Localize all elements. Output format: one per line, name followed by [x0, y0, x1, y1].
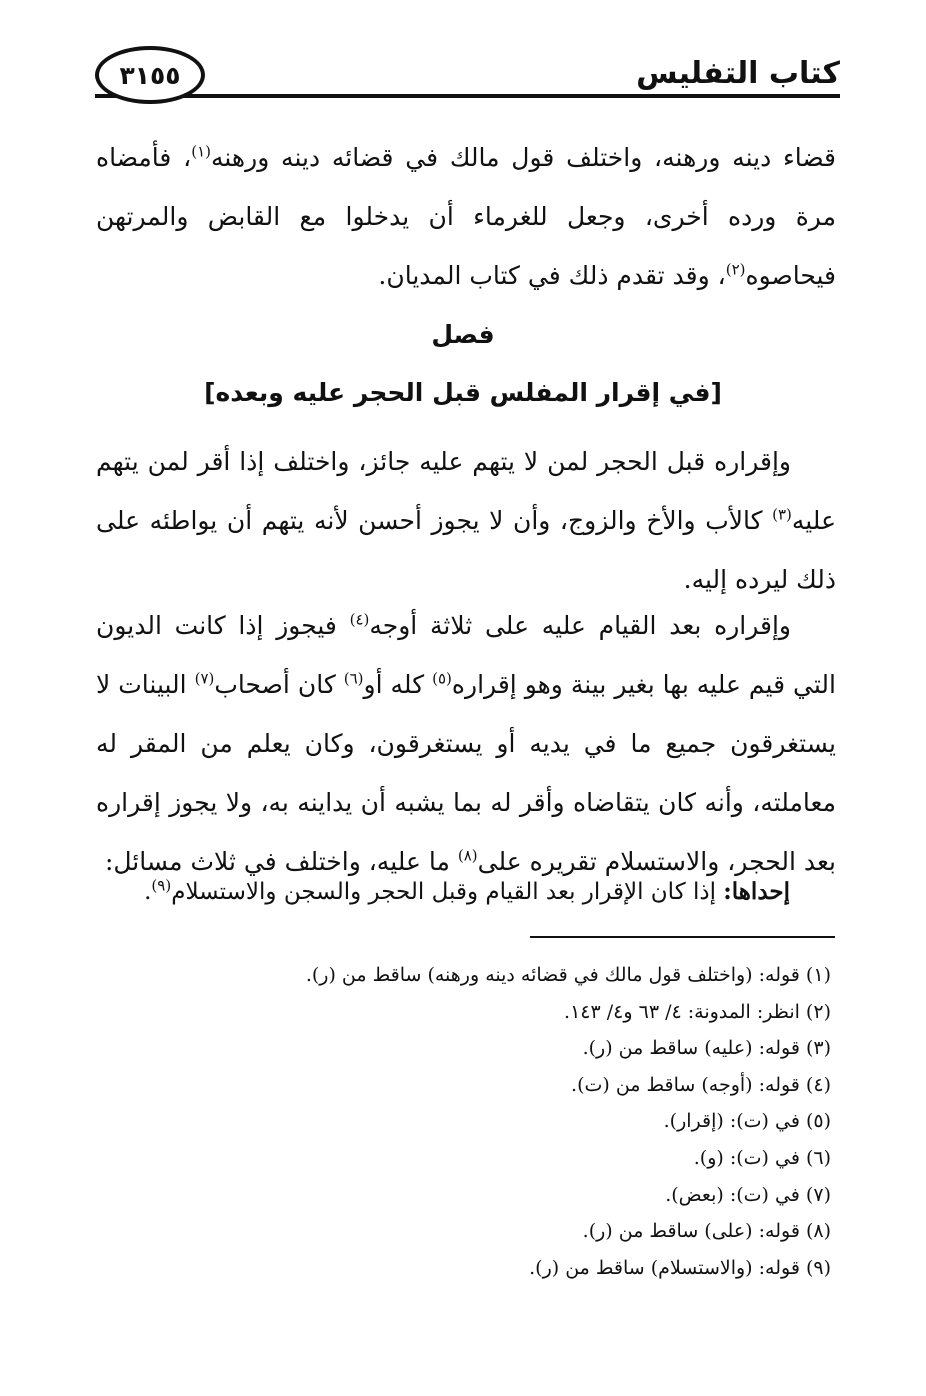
footnote: (٣) قوله: (عليه) ساقط من (ر).: [582, 1037, 831, 1060]
header-rule: [95, 94, 840, 98]
footnote-ref: (٤): [349, 610, 370, 629]
footnote: (٧) في (ت): (بعض).: [665, 1183, 831, 1206]
footnote-ref: (٣): [772, 505, 792, 524]
footnote-ref: (٦): [343, 669, 364, 688]
paragraph-2: [96, 432, 836, 609]
paragraph-text: ، فأمضاه مرة ورده أخرى، وجعل للغرماء أن يدخلوا مع القابض والمرتهن فيحاصوه: [96, 143, 836, 290]
paragraph-text: قضاء دينه ورهنه، واختلف قول مالك في قضائه دينه ورهنه: [210, 143, 836, 172]
footnote: (٦) في (ت): (و).: [693, 1146, 831, 1169]
page-number-oval: [95, 46, 205, 104]
section-subtitle: [في إقرار المفلس قبل الحجر عليه وبعده]: [204, 378, 722, 407]
paragraph-3: [96, 596, 836, 891]
question-text: إذا كان الإقرار بعد القيام وقبل الحجر والسجن والاستسلام: [171, 879, 724, 905]
paragraph-text: كله أو: [363, 670, 433, 699]
paragraph-text: ، وقد تقدم ذلك في كتاب المديان.: [378, 261, 726, 290]
paragraph-1: [96, 128, 836, 305]
footnote: (٨) قوله: (على) ساقط من (ر).: [582, 1220, 831, 1243]
paragraph-text: البينات لا يستغرقون جميع ما في يديه أو يستغرقون، وكان يعلم من المقر له معاملته، وأنه كان يتقاضاه وأقر له بما يشبه أن يداينه به، ولا يجوز إقراره بعد الحجر، والاستسلام تقريره على: [96, 670, 836, 876]
footnote-ref: (٨): [457, 846, 478, 865]
footnote: (٥) في (ت): (إقرار).: [663, 1110, 831, 1133]
paragraph-text: كان أصحاب: [214, 670, 344, 699]
footnote-ref: (٢): [725, 260, 746, 279]
footnote-ref: (٩): [151, 876, 172, 895]
first-question: [90, 872, 790, 912]
footnote-ref: (٥): [432, 669, 452, 688]
question-end: .: [144, 879, 152, 905]
paragraph-text: فيجوز إذا كانت الديون التي قيم عليه بها بغير بينة وهو إقراره: [96, 611, 836, 699]
footnote: (١) قوله: (واختلف قول مالك في قضائه دينه ورهنه) ساقط من (ر).: [305, 964, 831, 986]
paragraph-text: وإقراره بعد القيام عليه على ثلاثة أوجه: [369, 611, 791, 640]
footnotes-list: [91, 957, 831, 1286]
page-header: [95, 38, 840, 108]
footnote: (٩) قوله: (والاستسلام) ساقط من (ر).: [529, 1256, 831, 1279]
footnote-ref: (١): [191, 142, 211, 161]
running-title: كتاب التفليس: [636, 56, 840, 91]
paragraph-text: كالأب والأخ والزوج، وأن لا يجوز أحسن لأنه يتهم أن يواطئه على ذلك ليرده إليه.: [96, 506, 836, 594]
section-title: فصل: [431, 320, 495, 349]
paragraph-text: وإقراره قبل الحجر لمن لا يتهم عليه جائز، واختلف إذا أقر لمن يتهم عليه: [96, 447, 836, 535]
page-number: ٣١٥٥: [119, 60, 181, 90]
footnote-separator: [530, 936, 835, 938]
footnote: (٤) قوله: (أوجه) ساقط من (ت).: [571, 1073, 831, 1096]
footnote: (٢) انظر: المدونة: ٤/ ٦٣ و٤/ ١٤٣.: [564, 1000, 831, 1023]
paragraph-text: ما عليه، واختلف في ثلاث مسائل:: [104, 847, 458, 876]
footnote-ref: (٧): [194, 669, 215, 688]
question-lead: إحداها:: [723, 878, 790, 905]
